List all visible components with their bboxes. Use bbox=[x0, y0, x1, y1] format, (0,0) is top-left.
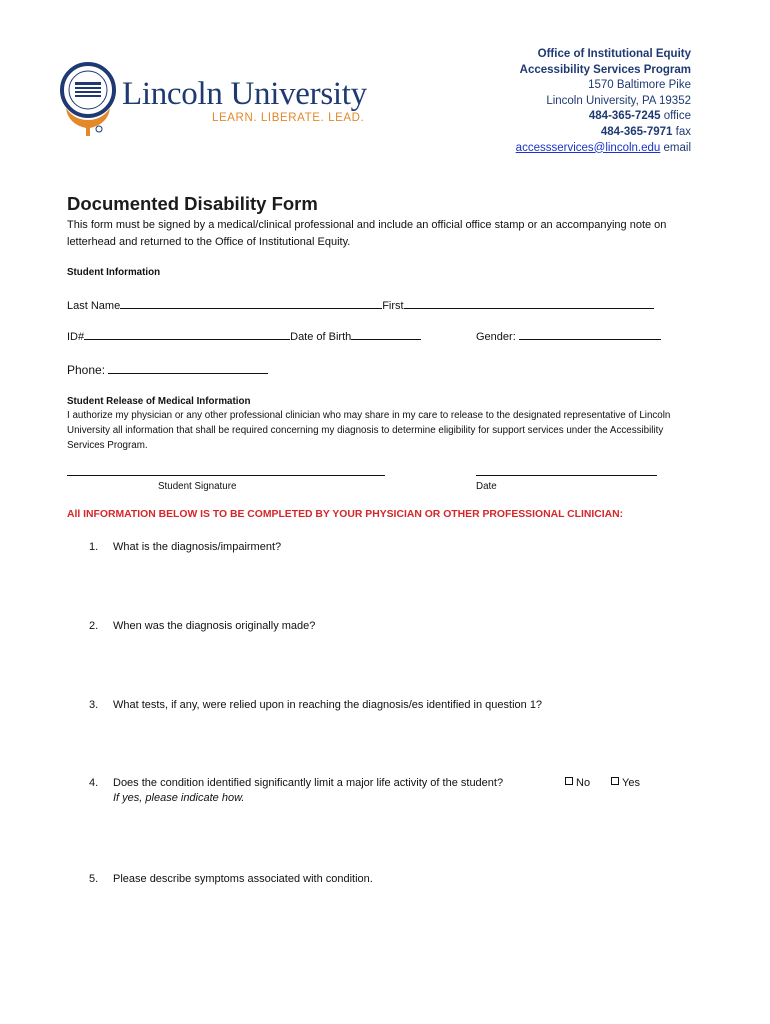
first-name-label: First bbox=[382, 300, 404, 312]
signature-date-label: Date bbox=[476, 481, 497, 492]
checkbox-icon[interactable] bbox=[611, 777, 619, 785]
question-4 bbox=[89, 777, 503, 804]
last-name-field[interactable] bbox=[120, 297, 382, 309]
option-no-label: No bbox=[576, 777, 591, 789]
street-address: 1570 Baltimore Pike bbox=[588, 79, 691, 92]
city-address: Lincoln University, PA 19352 bbox=[546, 94, 691, 107]
option-yes[interactable] bbox=[611, 777, 640, 789]
university-name: Lincoln University bbox=[122, 76, 367, 112]
email-label: email bbox=[663, 141, 691, 154]
signature-date-line[interactable] bbox=[476, 475, 657, 476]
fax-phone: 484-365-7971 bbox=[600, 125, 673, 138]
id-label: ID# bbox=[67, 331, 85, 343]
release-text: I authorize my physician or any other professional clinician who may share in my care to release to the designated representative of Lincoln University all information that shall be required concerning my diagnosis to determine eligibility for support services under the Accessibility Services Program. bbox=[67, 410, 671, 451]
student-signature-line[interactable] bbox=[67, 475, 385, 476]
question-number: 5. bbox=[89, 873, 99, 885]
question-2 bbox=[89, 620, 315, 632]
university-tagline: LEARN. LIBERATE. LEAD. bbox=[212, 112, 365, 124]
question-3 bbox=[89, 699, 542, 711]
question-text: What tests, if any, were relied upon in reaching the diagnosis/es identified in question 1? bbox=[113, 699, 543, 711]
contact-block bbox=[516, 47, 691, 156]
last-name-row bbox=[67, 297, 654, 312]
question-text: When was the diagnosis originally made? bbox=[113, 620, 316, 632]
fax-phone-label: fax bbox=[675, 125, 691, 138]
dob-label: Date of Birth bbox=[290, 331, 352, 343]
option-yes-label: Yes bbox=[622, 777, 640, 789]
question-1 bbox=[89, 541, 281, 553]
checkbox-icon[interactable] bbox=[565, 777, 573, 785]
id-dob-row bbox=[67, 328, 421, 343]
form-intro: This form must be signed by a medical/clinical professional and include an official office stamp or an accompanying note on letterhead and returned to the Office of Institutional Equity. bbox=[67, 219, 667, 248]
form-title: Documented Disability Form bbox=[67, 193, 318, 214]
phone-label: Phone: bbox=[67, 363, 106, 377]
question-subtext: If yes, please indicate how. bbox=[113, 792, 245, 804]
phone-row bbox=[67, 362, 268, 377]
question-number: 3. bbox=[89, 699, 99, 711]
question-number: 4. bbox=[89, 777, 99, 789]
physician-notice: All INFORMATION BELOW IS TO BE COMPLETED BY YOUR PHYSICIAN OR OTHER PROFESSIONAL CLINICIAN: bbox=[67, 509, 624, 520]
question-text: What is the diagnosis/impairment? bbox=[113, 541, 282, 553]
question-number: 2. bbox=[89, 620, 99, 632]
gender-field[interactable] bbox=[519, 328, 661, 340]
phone-field[interactable] bbox=[108, 362, 268, 374]
university-seal-icon bbox=[58, 62, 118, 138]
question-text: Does the condition identified significantly limit a major life activity of the student? bbox=[113, 777, 504, 789]
program-name: Accessibility Services Program bbox=[519, 63, 691, 76]
university-logo bbox=[58, 62, 368, 142]
gender-row bbox=[476, 328, 661, 343]
option-no[interactable] bbox=[565, 777, 590, 789]
question-5 bbox=[89, 873, 373, 885]
office-phone-label: office bbox=[663, 110, 691, 123]
student-info-heading: Student Information bbox=[67, 267, 161, 278]
question-text: Please describe symptoms associated with condition. bbox=[113, 873, 373, 885]
first-name-field[interactable] bbox=[404, 297, 654, 309]
student-signature-label: Student Signature bbox=[158, 481, 237, 492]
email-link[interactable]: accessservices@lincoln.edu bbox=[515, 141, 661, 154]
question-number: 1. bbox=[89, 541, 99, 553]
office-phone: 484-365-7245 bbox=[588, 110, 661, 123]
gender-label: Gender: bbox=[476, 331, 516, 343]
dob-field[interactable] bbox=[351, 328, 421, 340]
id-field[interactable] bbox=[84, 328, 290, 340]
last-name-label: Last Name bbox=[67, 300, 121, 312]
office-name: Office of Institutional Equity bbox=[537, 48, 691, 60]
release-heading: Student Release of Medical Information bbox=[67, 396, 251, 407]
